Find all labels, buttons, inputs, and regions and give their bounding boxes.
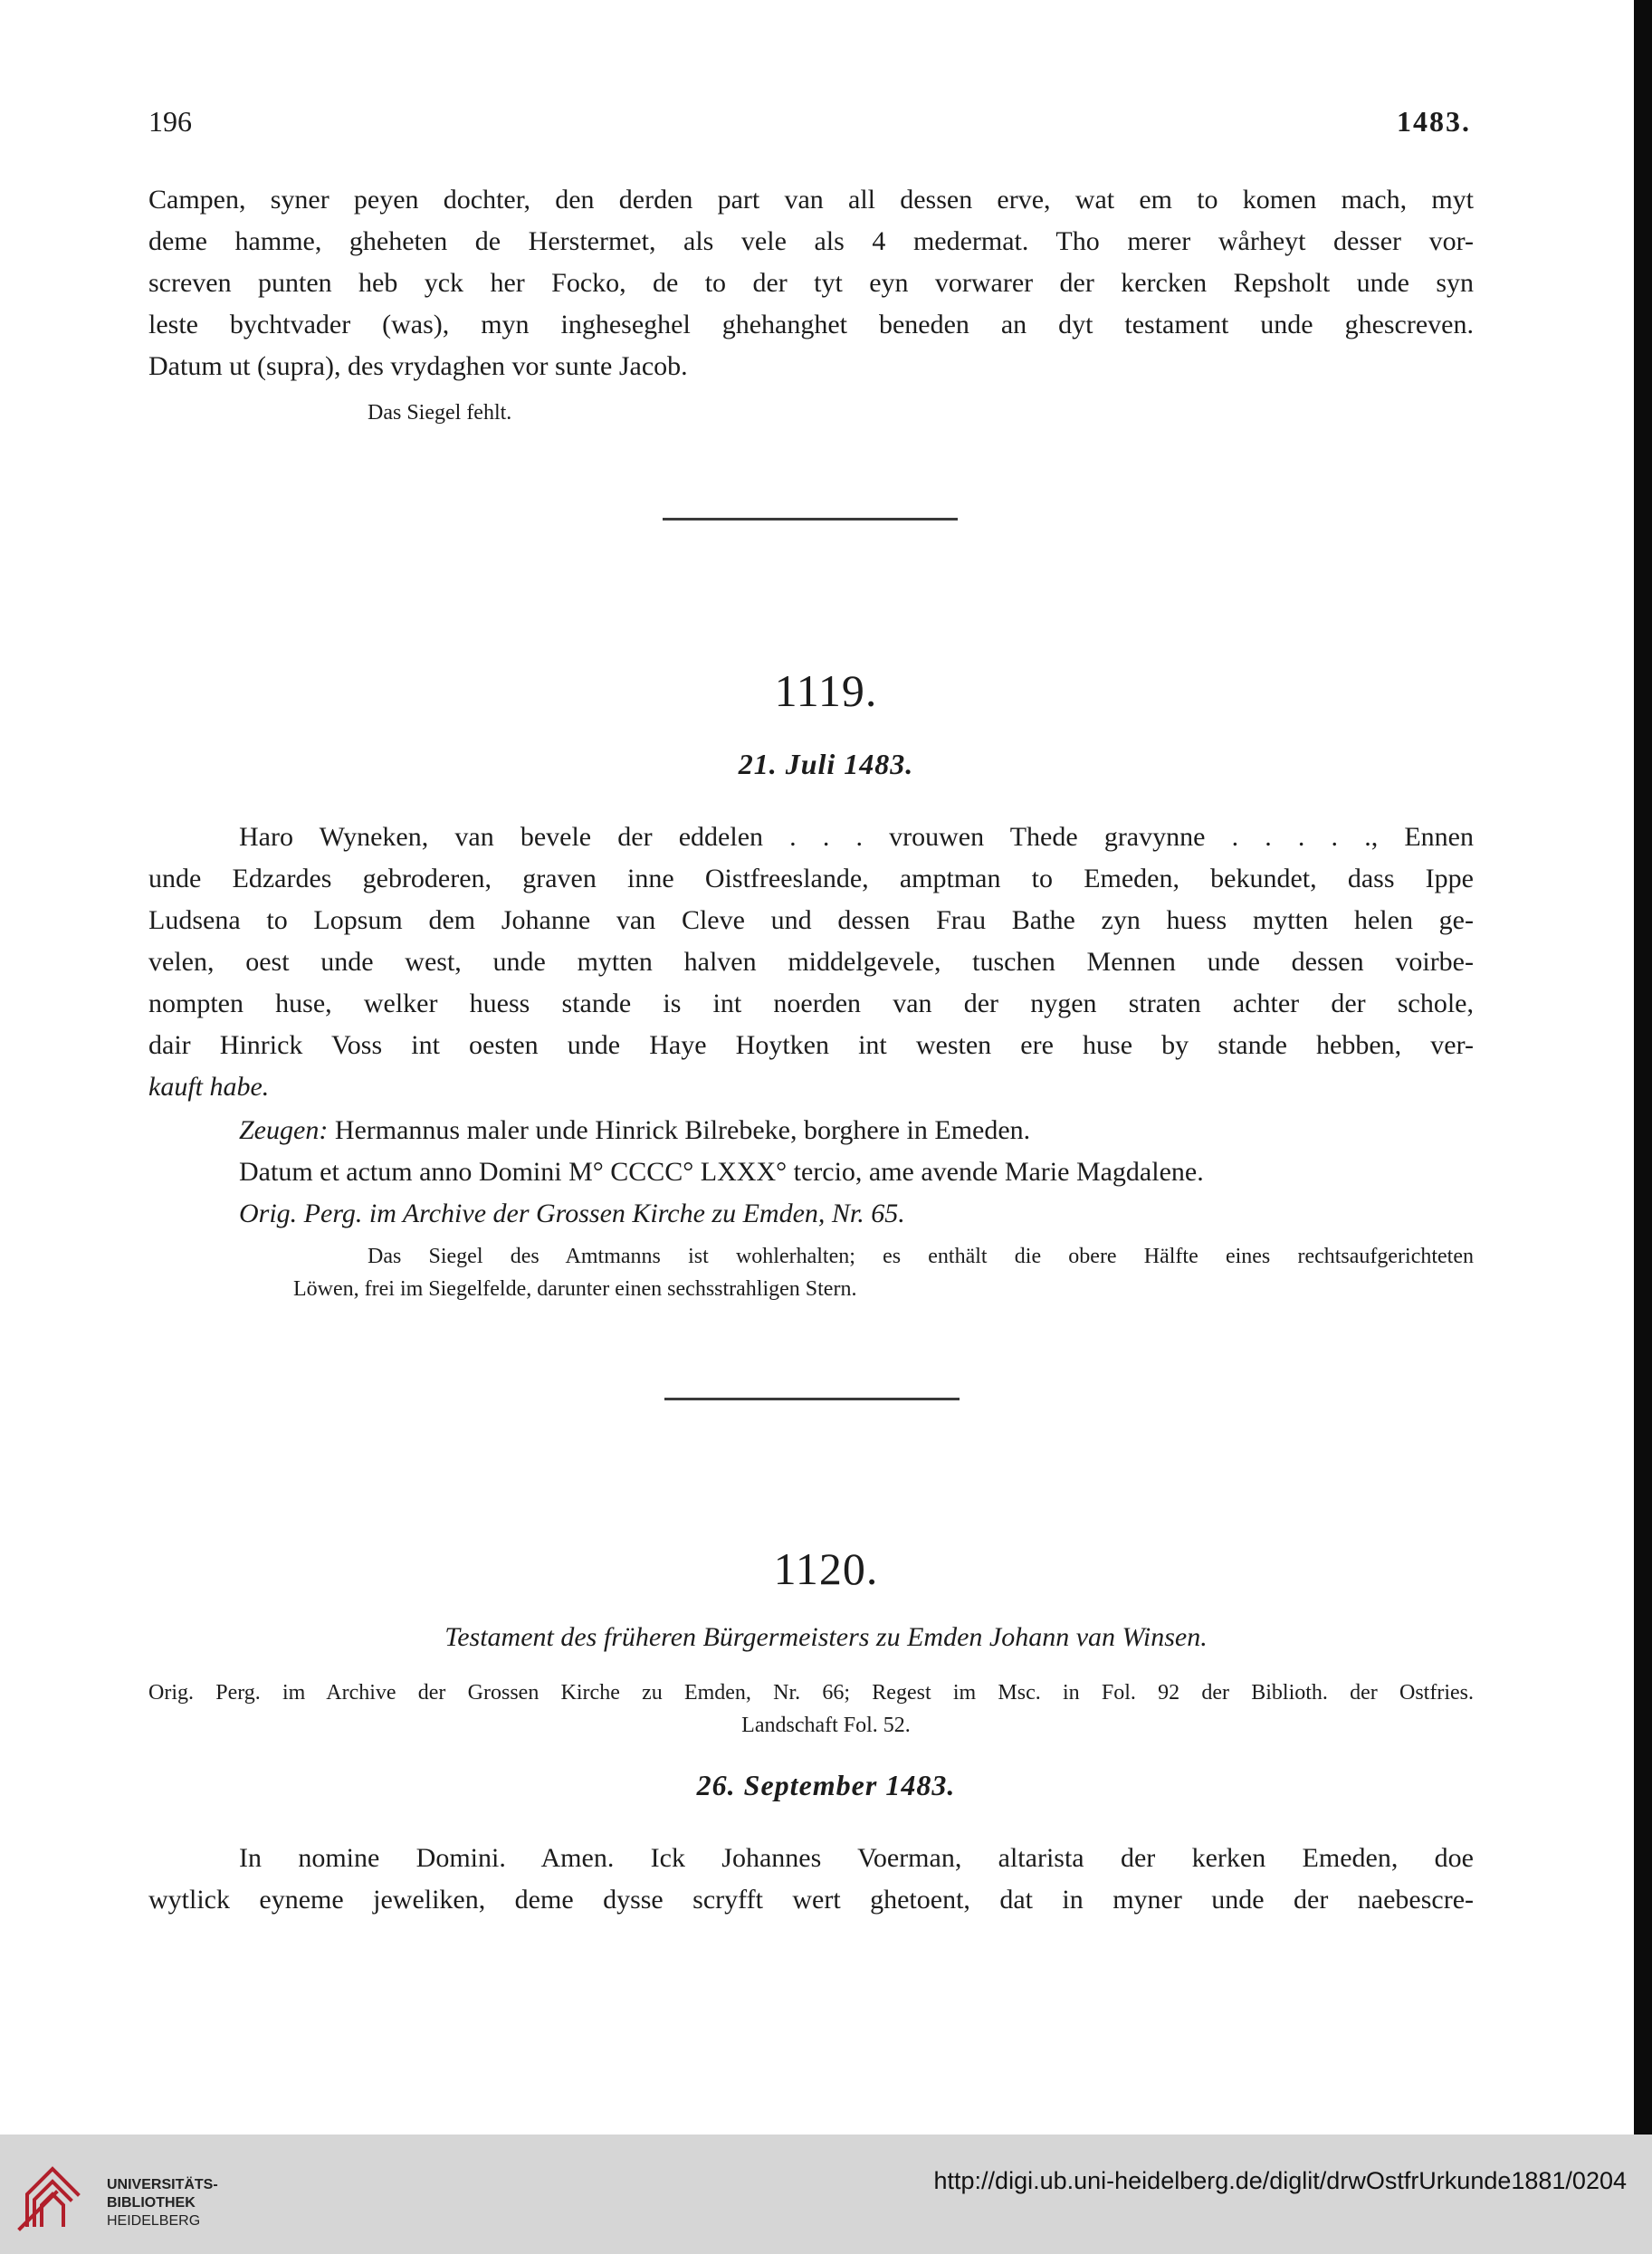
permalink-url[interactable]: http://digi.ub.uni-heidelberg.de/diglit/drwOstfrUrkunde1881/0204 <box>933 2167 1627 2194</box>
text-line: screven punten heb yck her Focko, de to der tyt eyn vorwarer der kercken Repsholt unde syn <box>148 268 1474 298</box>
text-line: Haro Wyneken, van bevele der eddelen . . . vrouwen Thede gravynne . . . . ., Ennen <box>239 822 1474 852</box>
section-divider <box>664 1398 960 1400</box>
text-line: Datum ut (supra), des vrydaghen vor sunte Jacob. <box>148 351 688 381</box>
viewer-footer <box>0 2135 1652 2254</box>
institution-line: BIBLIOTHEK <box>107 2195 196 2211</box>
source-line: Orig. Perg. im Archive der Grossen Kirche zu Emden, Nr. 65. <box>239 1199 905 1228</box>
witnesses-line <box>239 1110 1474 1151</box>
running-year: 1483. <box>1397 105 1471 138</box>
seal-note: Das Siegel fehlt. <box>368 401 512 425</box>
text-line: In nomine Domini. Amen. Ick Johannes Voerman, altarista der kerken Emeden, doe <box>239 1843 1474 1873</box>
text-line: kauft habe. <box>148 1072 270 1102</box>
institution-name <box>107 2176 218 2230</box>
text-line: dair Hinrick Voss int oesten unde Haye Hoytken int westen ere huse by stande hebben, ver- <box>148 1030 1474 1060</box>
library-logo-icon <box>16 2149 89 2236</box>
entry-number-1120: 1120. <box>773 1543 879 1594</box>
seal-description: Löwen, frei im Siegelfelde, darunter einen sechsstrahligen Stern. <box>293 1277 857 1301</box>
section-divider <box>663 518 958 521</box>
text-line: Ludsena to Lopsum dem Johanne van Cleve und dessen Frau Bathe zyn huess mytten helen ge- <box>148 905 1474 935</box>
library-logo[interactable] <box>16 2149 218 2240</box>
datum-line: Datum et actum anno Domini M° CCCC° LXXX° tercio, ame avende Marie Magdalene. <box>239 1157 1204 1187</box>
text-line: nompten huse, welker huess stande is int noerden van der nygen straten achter der schole, <box>148 989 1474 1018</box>
text-line: wytlick eyneme jeweliken, deme dysse scryfft wert ghetoent, dat in myner unde der naebescre- <box>148 1885 1474 1915</box>
text-line: Campen, syner peyen dochter, den derden part van all dessen erve, wat em to komen mach, myt <box>148 185 1474 215</box>
witnesses-text: Hermannus maler unde Hinrick Bilrebeke, borghere in Emeden. <box>334 1115 1031 1145</box>
institution-line: HEIDELBERG <box>107 2213 201 2229</box>
source-line: Landschaft Fol. 52. <box>741 1714 911 1737</box>
text-line: deme hamme, gheheten de Herstermet, als vele als 4 medermat. Tho merer wårheyt desser vor- <box>148 226 1474 256</box>
entry-date-1120: 26. September 1483. <box>696 1769 956 1801</box>
witnesses-label: Zeugen: <box>239 1115 329 1145</box>
page-edge-shadow <box>1634 0 1652 2135</box>
entry-number-1119: 1119. <box>774 665 878 716</box>
entry-title-1120: Testament des früheren Bürgermeisters zu Emden Johann van Winsen. <box>444 1622 1208 1652</box>
page-number: 196 <box>148 105 192 138</box>
institution-line: UNIVERSITÄTS- <box>107 2177 218 2192</box>
entry-date-1119: 21. Juli 1483. <box>738 748 914 780</box>
seal-description: Das Siegel des Amtmanns ist wohlerhalten; es enthält die obere Hälfte eines rechtsaufgerichteten <box>368 1245 1474 1268</box>
text-line: velen, oest unde west, unde mytten halven middelgevele, tuschen Mennen unde dessen voirbe- <box>148 947 1474 977</box>
source-line: Orig. Perg. im Archive der Grossen Kirche zu Emden, Nr. 66; Regest im Msc. in Fol. 92 der Biblioth. der Ostfries. <box>148 1681 1474 1705</box>
text-line: unde Edzardes gebroderen, graven inne Oistfreeslande, amptman to Emeden, bekundet, dass Ippe <box>148 864 1474 893</box>
text-line: leste bychtvader (was), myn ingheseghel ghehanghet beneden an dyt testament unde ghescreven. <box>148 310 1474 339</box>
